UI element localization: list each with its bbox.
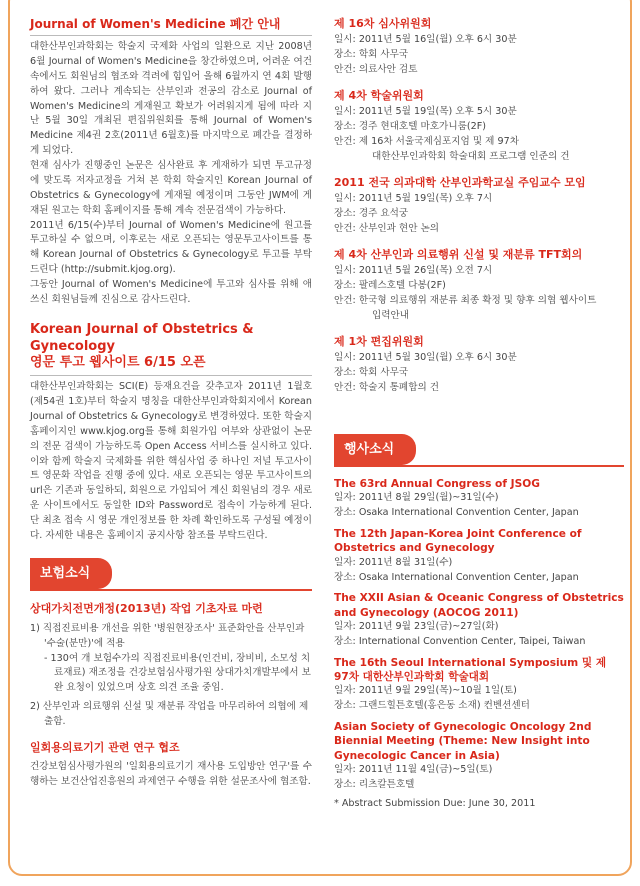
jwm-paragraph-2: 현재 심사가 진행중인 논문은 심사완료 후 게재하가 되면 투고규정에 맞도록 저자교정을 거쳐 본 학회 학술지인 Korean Journal of Obstetrics & Gynecology에 게재될 예정이며 그동안 JWM에 게재된 원고는 학회 홈페이지를 통해 계속 전문검색이 가능하다. bbox=[30, 160, 312, 216]
meeting-block bbox=[334, 247, 624, 324]
insurance-section2-text: 건강보험심사평가원의 '일회용의료기기 재사용 도입방안 연구'를 수행하는 보건산업진흥원의 과제연구 수행을 위한 설문조사에 협조함. bbox=[30, 761, 312, 788]
meeting-detail: 안건: 제 16차 서울국제심포지엄 및 제 97차 bbox=[334, 136, 519, 148]
meetings-list bbox=[334, 16, 624, 396]
event-detail: 장소: International Convention Center, Taipei, Taiwan bbox=[334, 635, 586, 647]
event-title: The 16th Seoul International Symposium 및 제 97차 대한산부인과학회 학술대회 bbox=[334, 656, 607, 683]
meeting-detail: 장소: 경주 현대호텔 마호가니룸(2F) bbox=[334, 121, 486, 133]
event-block bbox=[334, 477, 624, 521]
insurance-section1-title: 상대가치전면개정(2013년) 작업 기초자료 마련 bbox=[30, 602, 263, 616]
jwm-closing-title: Journal of Women's Medicine 폐간 안내 bbox=[30, 16, 312, 36]
meeting-detail: 일시: 2011년 5월 30일(월) 오후 6시 30분 bbox=[334, 351, 517, 363]
meeting-detail: 안건: 의료사안 검토 bbox=[334, 64, 418, 76]
meeting-block bbox=[334, 16, 624, 78]
meeting-detail-continued: 대한산부인과학회 학술대회 프로그램 인준의 건 bbox=[372, 150, 570, 162]
events-list bbox=[334, 477, 624, 793]
meeting-detail: 일시: 2011년 5월 19일(목) 오후 5시 30분 bbox=[334, 106, 517, 118]
meeting-detail: 안건: 한국형 의료행위 재분류 최종 확정 및 향후 의협 웹사이트 bbox=[334, 294, 597, 306]
insurance-item-2: 2) 산부인과 의료행위 신설 및 재분류 작업을 마무리하여 의협에 제출함. bbox=[30, 701, 309, 727]
jwm-paragraph-3: 2011년 6/15(수)부터 Journal of Women's Medicine에 원고를 투고하실 수 없으며, 이후로는 새로 오픈되는 영문투고사이트를 통해 Korean Journal of Obstetrics & Gynecology로 투고를 부탁드린다 (http://submit.kjog.org). bbox=[30, 219, 312, 276]
events-banner-row bbox=[334, 420, 624, 468]
meeting-detail: 일시: 2011년 5월 19일(목) 오후 7시 bbox=[334, 193, 493, 205]
insurance-section2-title: 일회용의료기기 관련 연구 협조 bbox=[30, 740, 180, 754]
kjog-title-line2: 영문 투고 웹사이트 6/15 오픈 bbox=[30, 355, 312, 376]
insurance-banner: 보험소식 bbox=[30, 558, 112, 590]
meeting-detail: 안건: 산부인과 현안 논의 bbox=[334, 222, 440, 234]
event-detail: 일자: 2011년 11월 4일(금)~5일(토) bbox=[334, 763, 493, 775]
insurance-item-1: 1) 직접진료비용 개선을 위한 '병원현장조사' 표준화안을 산부인과 '수술(분만)'에 적용 bbox=[30, 622, 305, 649]
meeting-title: 제 1차 편집위원회 bbox=[334, 334, 424, 348]
event-detail: 일자: 2011년 8월 29일(월)~31일(수) bbox=[334, 492, 499, 504]
event-detail: 장소: 리츠칼튼호텔 bbox=[334, 778, 415, 790]
event-block bbox=[334, 591, 624, 649]
event-block bbox=[334, 720, 624, 793]
meeting-block bbox=[334, 88, 624, 165]
event-detail: 일자: 2011년 9월 29일(목)~10월 1일(토) bbox=[334, 685, 517, 697]
event-block bbox=[334, 527, 624, 585]
insurance-banner-row bbox=[30, 544, 312, 592]
meeting-detail: 일시: 2011년 5월 26일(목) 오전 7시 bbox=[334, 265, 493, 277]
kjog-paragraph: 대한산부인과학회는 SCI(E) 등재요건을 갖추고자 2011년 1월호(제54권 1호)부터 학술지 명칭을 대한산부인과학회지에서 Korean Journal of Obstetrics & Gynecology로 변경하였다. 또한 학술지 홈페이지인 www.kjog.org를 통해 회원가입 여부와 상관없이 논문의 전문 검색이 가능하도록 Open Access 서비스를 실시하고 있다. 이와 함께 학술지 국제화를 위한 핵심사업 중 하나인 저널 투고사이트 영문화 작업을 진행 중에 있다. 새로 오픈되는 영문 투고사이트의 url은 기존과 동일하되, 회원으로 가입되어 계신 회원님의 경우 새로운 사이트에서도 동일한 ID와 Password로 접속이 가능하게 된다. 단 최초 접속 시 영문 개인정보를 한 차례 확인하도록 구성될 예정이다. 자세한 내용은 홈페이지 공지사항 참조를 부탁드린다. bbox=[30, 381, 312, 541]
event-detail: 장소: 그랜드힐튼호텔(홍은동 소재) 컨벤션센터 bbox=[334, 700, 530, 712]
meeting-detail: 장소: 학회 사무국 bbox=[334, 366, 409, 378]
jwm-paragraph-4: 그동안 Journal of Women's Medicine에 투고와 심사를 위해 애쓰신 회원님들께 진심으로 감사드린다. bbox=[30, 278, 312, 305]
jwm-paragraph-1: 대한산부인과학회는 학술지 국제화 사업의 일환으로 지난 2008년 6월 Journal of Women's Medicine을 창간하였으며, 어려운 여건 속에서도 회원님의 협조와 격려에 힘입어 올해 6월까지 연 4회 발행하여 왔다. 그러나 계속되는 산부인과 전공의 감소로 Journal of Women's Medicine의 게재원고 확보가 어려워지게 됨에 따라 지난 5월 30일 개최된 편집위원회를 통해 Journal of Women's Medicine 제4권 2호(2011년 6월호)를 마지막으로 폐간을 결정하게 되었다. bbox=[30, 41, 312, 157]
meeting-detail: 장소: 학회 사무국 bbox=[334, 49, 409, 61]
meeting-detail: 안건: 학술지 통폐합의 건 bbox=[334, 381, 440, 393]
left-column bbox=[30, 16, 312, 790]
event-title: The 63rd Annual Congress of JSOG bbox=[334, 478, 540, 491]
event-title: Asian Society of Gynecologic Oncology 2nd Biennial Meeting (Theme: New Insight into Gynecologic Cancer in Asia) bbox=[334, 721, 592, 762]
meeting-title: 제 4차 산부인과 의료행위 신설 및 재분류 TFT회의 bbox=[334, 247, 583, 261]
event-block bbox=[334, 656, 624, 714]
event-detail: 장소: Osaka International Convention Center, Japan bbox=[334, 507, 579, 519]
right-column bbox=[334, 16, 624, 811]
events-banner: 행사소식 bbox=[334, 434, 416, 466]
insurance-item-1-sub: - 130여 개 보험수가의 직접진료비용(인건비, 장비비, 소모성 치료재료) 재조정을 건강보험심사평가원 상대가치개발부에서 보완 요청이 있었으며 상호 의견 조율 중임. bbox=[44, 652, 311, 694]
event-title: The XXII Asian & Oceanic Congress of Obstetrics and Gynecology (AOCOG 2011) bbox=[334, 592, 624, 619]
abstract-note: * Abstract Submission Due: June 30, 2011 bbox=[334, 797, 536, 809]
meeting-detail: 일시: 2011년 5월 16일(월) 오후 6시 30분 bbox=[334, 34, 517, 46]
meeting-detail: 장소: 경주 요석궁 bbox=[334, 208, 409, 220]
event-title: The 12th Japan-Korea Joint Conference of Obstetrics and Gynecology bbox=[334, 528, 582, 555]
event-detail: 장소: Osaka International Convention Center, Japan bbox=[334, 571, 579, 583]
meeting-title: 2011 전국 의과대학 산부인과학교실 주임교수 모임 bbox=[334, 175, 586, 189]
meeting-block bbox=[334, 175, 624, 237]
kjog-title-line1: Korean Journal of Obstetrics & Gynecology bbox=[30, 321, 254, 354]
event-detail: 일자: 2011년 9월 23일(금)~27일(화) bbox=[334, 620, 499, 632]
meeting-title: 제 16차 심사위원회 bbox=[334, 17, 432, 30]
meeting-block bbox=[334, 334, 624, 396]
meeting-detail-continued: 입력안내 bbox=[372, 309, 410, 321]
event-detail: 일자: 2011년 8월 31일(수) bbox=[334, 556, 453, 568]
meeting-title: 제 4차 학술위원회 bbox=[334, 88, 424, 102]
meeting-detail: 장소: 팔레스호텔 다봉(2F) bbox=[334, 280, 446, 292]
